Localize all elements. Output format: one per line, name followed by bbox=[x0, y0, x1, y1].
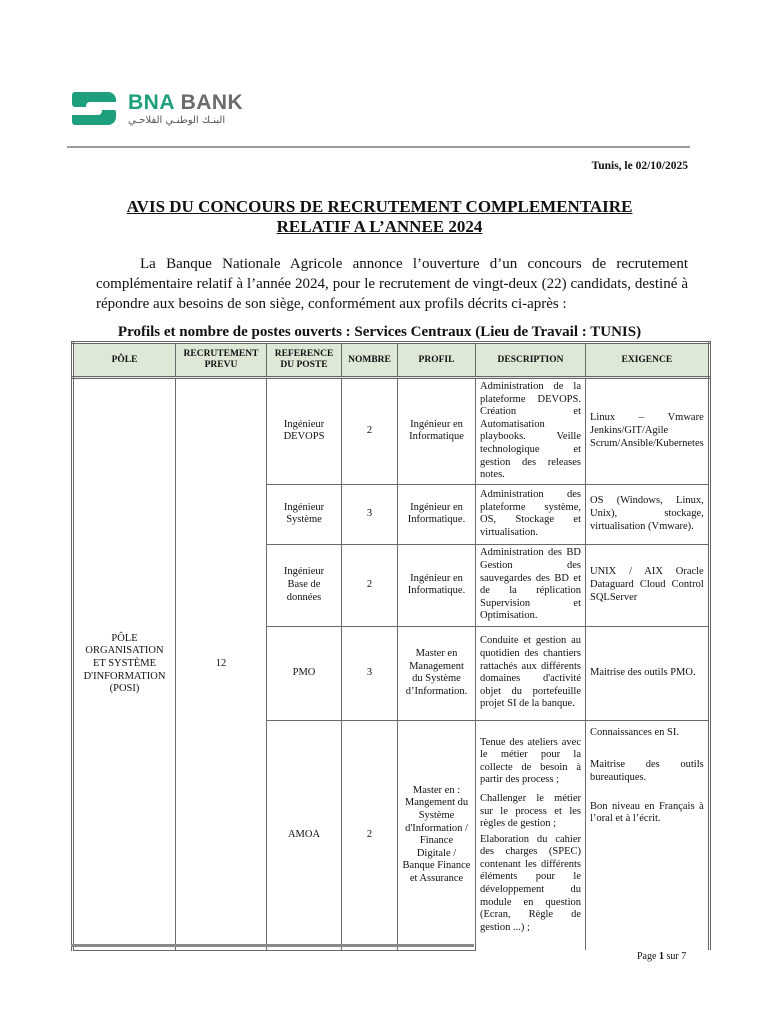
profil-cell: Master en Management du Système d’Information. bbox=[398, 626, 476, 720]
document-title bbox=[0, 197, 759, 237]
nombre-cell: 2 bbox=[342, 544, 398, 626]
intro-text: La Banque Nationale Agricole annonce l’ouverture d’un concours de recrutement complémentaire relatif à l’année 2024, pour le recrutement de vingt-deux (22) candidats, destiné à répondre aux besoins de son siège, conformément aux profils décrits ci-après : bbox=[96, 256, 688, 312]
nombre-cell: 2 bbox=[342, 720, 398, 950]
positions-table bbox=[71, 341, 711, 951]
document-date: Tunis, le 02/10/2025 bbox=[591, 160, 688, 172]
title-line-2: RELATIF A L’ANNEE 2024 bbox=[276, 217, 483, 236]
profil-cell: Master en : Mangement du Système d'Information / Finance Digitale / Banque Finance et Assurance bbox=[398, 720, 476, 950]
logo-bna: BNA bbox=[128, 91, 175, 114]
bna-logo-icon bbox=[72, 92, 116, 126]
recrutement-prevu-cell: 12 bbox=[176, 378, 267, 951]
title-line-1: AVIS DU CONCOURS DE RECRUTEMENT COMPLEMENTAIRE bbox=[126, 197, 633, 216]
pole-cell: PÔLE ORGANISATION ET SYSTÈME D'INFORMATION (POSI) bbox=[73, 378, 176, 951]
profil-cell: Ingénieur en Informatique. bbox=[398, 484, 476, 544]
profil-cell: Ingénieur en Informatique bbox=[398, 378, 476, 485]
nombre-cell: 3 bbox=[342, 484, 398, 544]
description-cell: Tenue des ateliers avec le métier pour la collecte de besoin à partir des process ; Challenger le métier sur le process et les règles de gestion ; Elaboration du cahier des charges (SPEC) contenant les différents éléments pour le développement du module en question (Ecran, Règle de gestion ...) ; bbox=[476, 720, 586, 950]
exigence-cell: Maitrise des outils PMO. bbox=[586, 626, 710, 720]
col-header-pole: PÔLE bbox=[73, 343, 176, 378]
reference-cell: PMO bbox=[267, 626, 342, 720]
table-subtitle: Profils et nombre de postes ouverts : Services Centraux (Lieu de Travail : TUNIS) bbox=[117, 324, 642, 340]
col-header-profil: PROFIL bbox=[398, 343, 476, 378]
table-header-row bbox=[73, 343, 710, 378]
reference-cell: Ingénieur Système bbox=[267, 484, 342, 544]
table-bottom-border bbox=[71, 944, 474, 947]
description-cell: Administration des plateforme système, OS, Stockage et virtualisation. bbox=[476, 484, 586, 544]
nombre-cell: 2 bbox=[342, 378, 398, 485]
col-header-recrutement: RECRUTEMENT PREVU bbox=[176, 343, 267, 378]
header-divider bbox=[67, 146, 690, 148]
nombre-cell: 3 bbox=[342, 626, 398, 720]
intro-paragraph bbox=[96, 254, 688, 314]
page-number: Page 1 sur 7 bbox=[637, 951, 687, 962]
profil-cell: Ingénieur en Informatique. bbox=[398, 544, 476, 626]
logo-arabic-text: البنـك الوطنـي الفلاحـي bbox=[128, 115, 226, 126]
table-row bbox=[73, 378, 710, 485]
exigence-cell: Linux – Vmware Jenkins/GIT/Agile Scrum/Ansible/Kubernetes bbox=[586, 378, 710, 485]
reference-cell: AMOA bbox=[267, 720, 342, 950]
col-header-description: DESCRIPTION bbox=[476, 343, 586, 378]
exigence-cell: Connaissances en SI. Maitrise des outils bureautiques. Bon niveau en Français à l’oral et à l’écrit. bbox=[586, 720, 710, 950]
description-cell: Conduite et gestion au quotidien des chantiers rattachés aux différents domaines d'activité objet du portefeuille projet SI de la banque. bbox=[476, 626, 586, 720]
logo-wordmark bbox=[128, 92, 243, 114]
exigence-cell: OS (Windows, Linux, Unix), stockage, virtualisation (Vmware). bbox=[586, 484, 710, 544]
col-header-exigence: EXIGENCE bbox=[586, 343, 710, 378]
reference-cell: Ingénieur DEVOPS bbox=[267, 378, 342, 485]
col-header-reference: REFERENCE DU POSTE bbox=[267, 343, 342, 378]
description-cell: Administration des BD Gestion des sauvegardes des BD et de la réplication Supervision et Optimisation. bbox=[476, 544, 586, 626]
description-cell: Administration de la plateforme DEVOPS. Création et Automatisation playbooks. Veille technologique et gestion des releases notes. bbox=[476, 378, 586, 485]
col-header-nombre: NOMBRE bbox=[342, 343, 398, 378]
bna-bank-logo bbox=[72, 92, 243, 127]
reference-cell: Ingénieur Base de données bbox=[267, 544, 342, 626]
logo-bank: BANK bbox=[180, 91, 244, 114]
exigence-cell: UNIX / AIX Oracle Dataguard Cloud Control SQLServer bbox=[586, 544, 710, 626]
